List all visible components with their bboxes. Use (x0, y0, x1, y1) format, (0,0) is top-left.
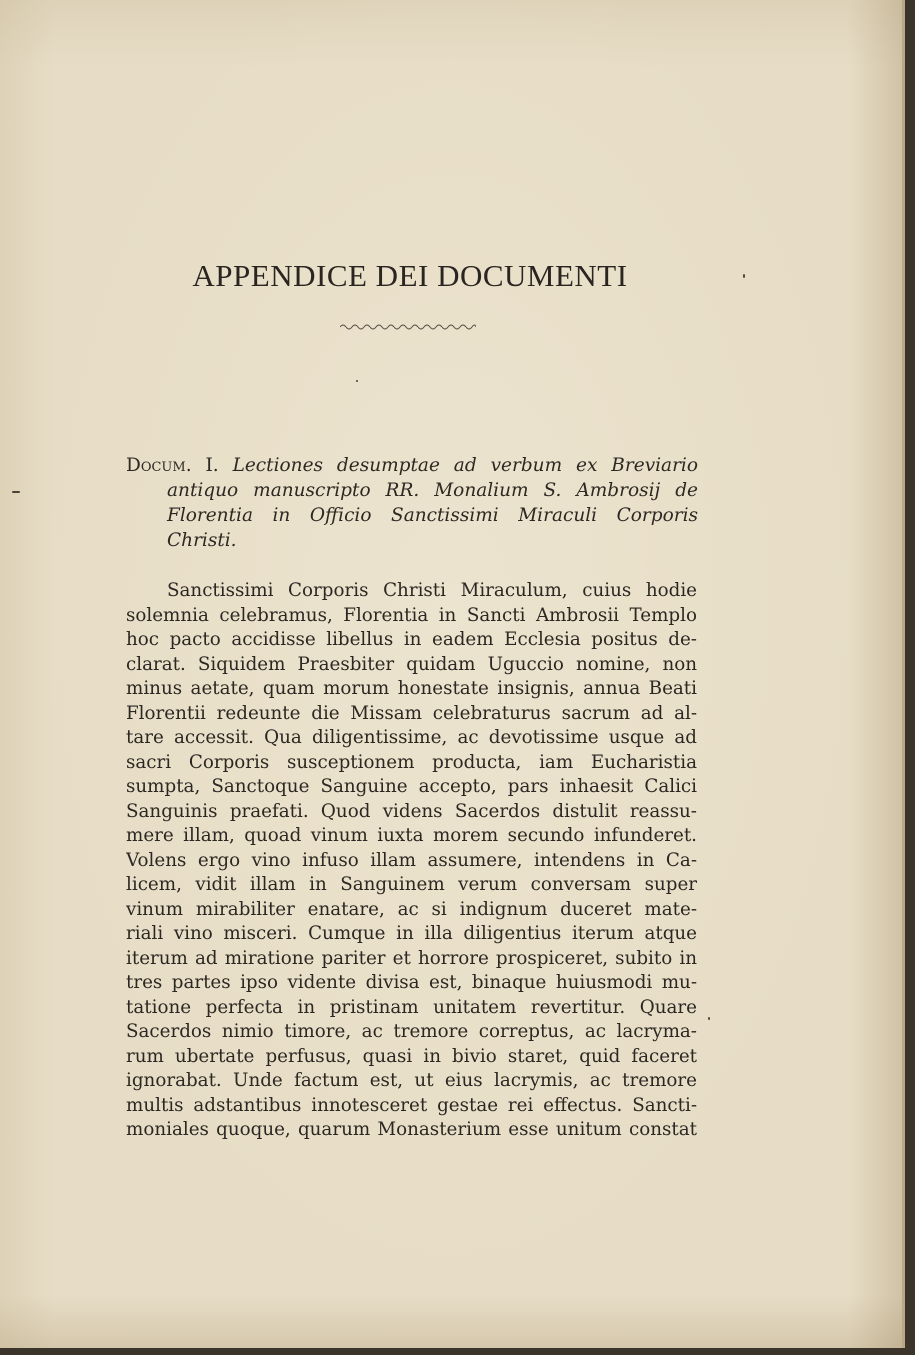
document-heading (126, 453, 698, 553)
document-heading-line: Christi. (167, 530, 237, 551)
page-edge-shadow (0, 1348, 915, 1355)
body-line: multis adstantibus innotesceret gestae rei effectus. Sancti- (126, 1094, 697, 1116)
body-line: tatione perfecta in pristinam unitatem revertitur. Quare (126, 996, 697, 1018)
body-line: Sacerdos nimio timore, ac tremore correptus, ac lacryma- (126, 1021, 697, 1042)
body-paragraph (126, 579, 697, 1143)
body-line: mere illam, quoad vinum iuxta morem secundo infunderet. (126, 825, 697, 846)
body-line: tare accessit. Qua diligentissime, ac devotissime usque ad (126, 727, 697, 748)
body-line: minus aetate, quam morum honestate insignis, annua Beati (126, 678, 697, 699)
body-line: Sanguinis praefati. Quod videns Sacerdos distulit reassu- (126, 800, 697, 822)
paper-speck (708, 1017, 710, 1020)
body-line: riali vino misceri. Cumque in illa diligentius iterum atque (126, 923, 697, 944)
body-line: Florentii redeunte die Missam celebraturus sacrum ad al- (126, 702, 697, 724)
document-label: Docum. I. (126, 455, 219, 476)
body-line: sacri Corporis susceptionem producta, iam Eucharistia (126, 751, 697, 773)
body-line: clarat. Siquidem Praesbiter quidam Uguccio nomine, non (126, 653, 697, 675)
body-line: vinum mirabiliter enatare, ac si indignum duceret mate- (126, 898, 697, 920)
body-line: moniales quoque, quarum Monasterium esse unitum constat (126, 1119, 697, 1140)
body-line: licem, vidit illam in Sanguinem verum conversam super (126, 874, 697, 895)
body-line: Volens ergo vino infuso illam assumere, intendens in Ca- (126, 849, 697, 871)
body-line: rum ubertate perfusus, quasi in bivio staret, quid faceret (126, 1045, 697, 1067)
body-line: Sanctissimi Corporis Christi Miraculum, cuius hodie (167, 580, 697, 601)
document-heading-line: Florentia in Officio Sanctissimi Miraculi Corporis (167, 505, 698, 526)
body-line: iterum ad miratione pariter et horrore prospiceret, subito in (126, 947, 697, 969)
body-line: tres partes ipso vidente divisa est, binaque huiusmodi mu- (126, 972, 697, 993)
body-line: ignorabat. Unde factum est, ut eius lacrymis, ac tremore (126, 1070, 697, 1091)
body-line: hoc pacto accidisse libellus in eadem Ecclesia positus de- (126, 629, 697, 650)
paper-speck (743, 274, 745, 278)
page-title: APPENDICE DEI DOCUMENTI (192, 258, 628, 293)
document-heading-line (126, 453, 698, 478)
page-edge-shadow (905, 0, 915, 1355)
document-heading-line: antiquo manuscripto RR. Monalium S. Ambrosij de (167, 480, 698, 501)
document-heading-text: Lectiones desumptae ad verbum ex Breviario (232, 455, 698, 476)
body-line: solemnia celebramus, Florentia in Sancti Ambrosii Templo (126, 604, 697, 626)
paper-speck (356, 380, 358, 382)
body-line: sumpta, Sanctoque Sanguine accepto, pars inhaesit Calici (126, 776, 697, 797)
paper-speck (12, 491, 20, 493)
decorative-wavy-rule (340, 322, 476, 332)
